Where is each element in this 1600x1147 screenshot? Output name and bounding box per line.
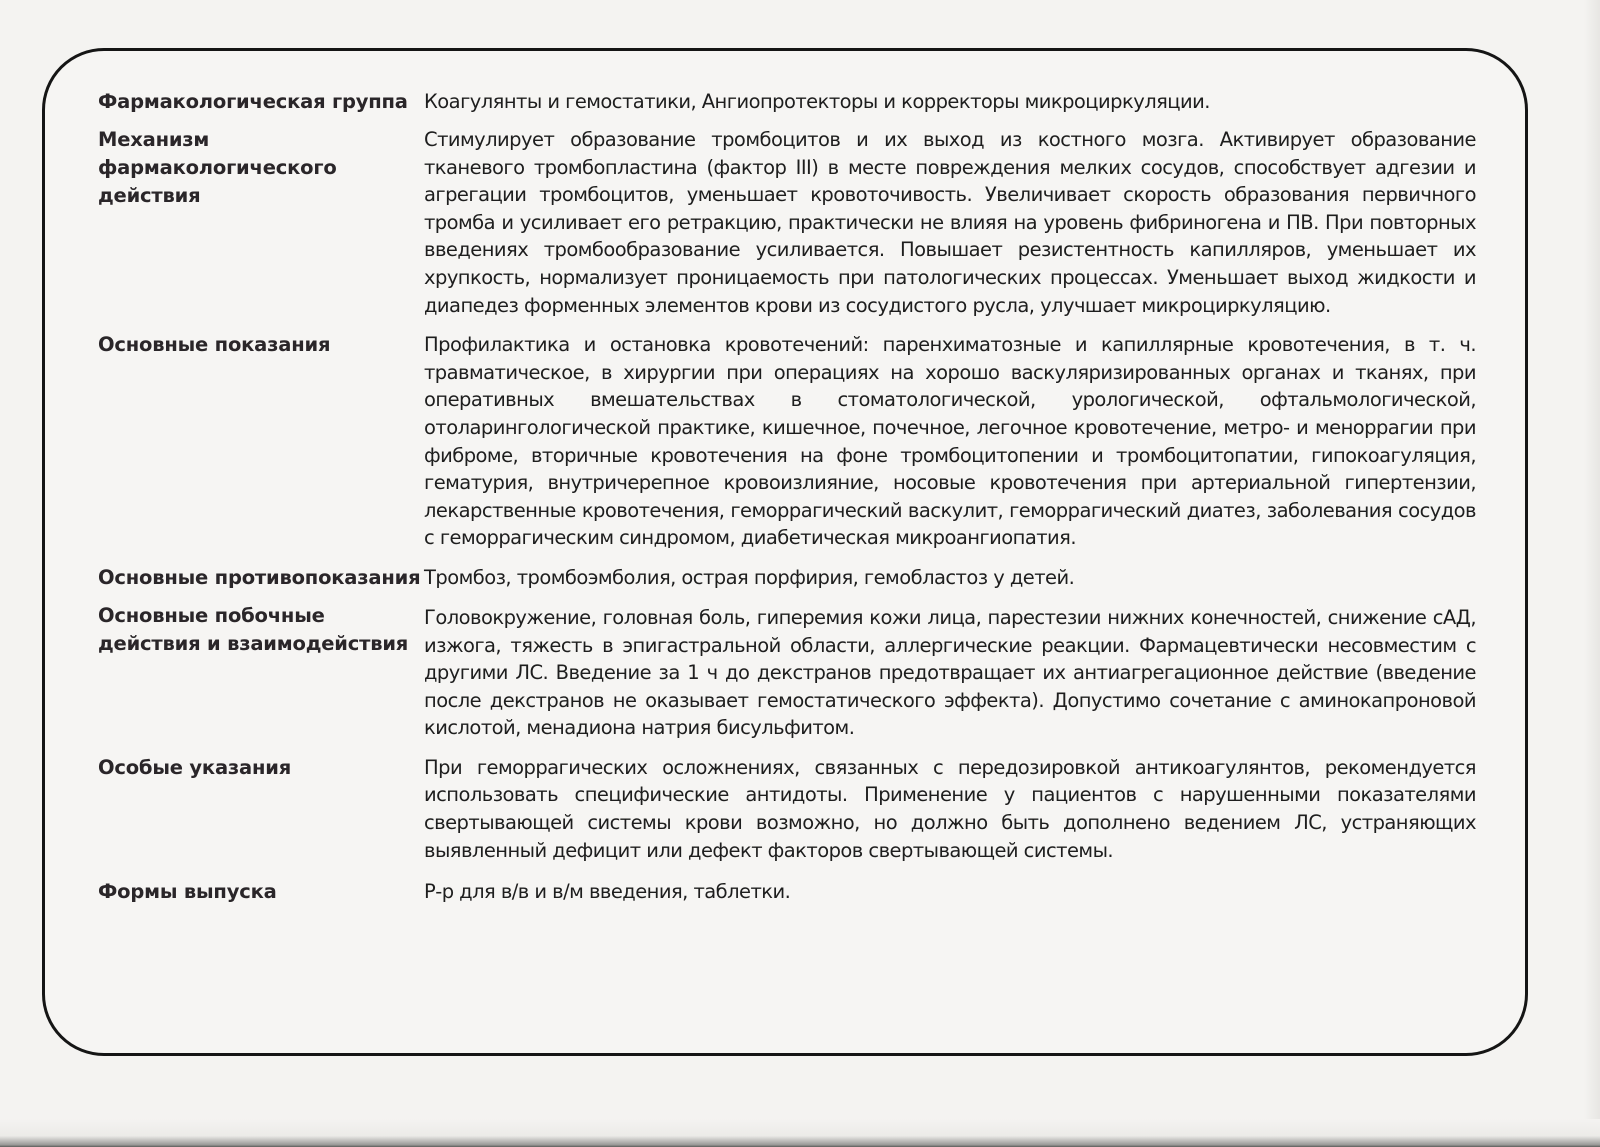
page-edge-shadow-right	[1584, 0, 1600, 1147]
row-mechanism-of-action	[98, 126, 1476, 319]
row-text: Р-р для в/в и в/м введения, таблетки.	[424, 880, 791, 904]
row-pharmacological-group	[98, 88, 1476, 116]
row-label: Основные побочные действия и взаимодействия	[98, 603, 409, 655]
row-text: При геморрагических осложнениях, связанных с передозировкой антикоагулянтов, рекомендуется использовать специфические антидоты. Применение у пациентов с нарушенными показателями свертывающей системы крови возможно, но должно быть дополнено ведением ЛС, устраняющих выявленный дефицит или дефект факторов свертывающей системы.	[424, 755, 1476, 862]
row-label: Основные показания	[98, 333, 331, 357]
row-contraindications	[98, 564, 1476, 592]
row-side-effects-interactions	[98, 602, 1476, 742]
row-label: Механизм фармакологического действия	[98, 128, 337, 207]
row-text: Профилактика и остановка кровотечений: паренхиматозные и капиллярные кровотечения, в т. ч. травматическое, в хирургии при операциях на хорошо васкуляризированных органах и тканях, при оперативных вмешательствах в стоматологической, урологической, офтальмологической, отоларингологической практике, кишечное, почечное, легочное кровотечение, метро- и меноррагии при фиброме, вторичные кровотечения на фоне тромбоцитопении и тромбоцитопатии, гипокоагуляция, гематурия, внутричерепное кровоизлияние, носовые кровотечения при артериальной гипертензии, лекарственные кровотечения, геморрагический васкулит, геморрагический диатез, заболевания сосудов с геморрагическим синдромом, диабетическая микроангиопатия.	[424, 333, 1476, 550]
row-label: Фармакологическая группа	[98, 90, 408, 113]
row-text: Коагулянты и гемостатики, Ангиопротекторы и корректоры микроциркуляции.	[424, 90, 1210, 113]
row-text: Тромбоз, тромбоэмболия, острая порфирия, гемобластоз у детей.	[424, 565, 1075, 589]
row-special-instructions	[98, 754, 1476, 864]
row-text: Головокружение, головная боль, гиперемия кожи лица, парестезии нижних конечностей, снижение сАД, изжога, тяжесть в эпигастральной области, аллергические реакции. Фармацевтически несовместим с другими ЛС. Введение за 1 ч до декстранов предотвращает их антиагрегационное действие (введение после декстранов не оказывает гемостатического эффекта). Допустимо сочетание с аминокапроновой кислотой, менадиона натрия бисульфитом.	[424, 605, 1476, 740]
row-label: Особые указания	[98, 755, 292, 779]
page-edge-shadow-bottom	[0, 1119, 1600, 1147]
row-text: Стимулирует образование тромбоцитов и их выход из костного мозга. Активирует образование тканевого тромбопластина (фактор III) в месте повреждения мелких сосудов, способствует адгезии и агрегации тромбоцитов, уменьшает кровоточивость. Увеличивает скорость образования первичного тромба и усиливает его ретракцию, практически не влияя на уровень фибриногена и ПВ. При повторных введениях тромбообразование усиливается. Повышает резистентность капилляров, уменьшает их хрупкость, нормализует проницаемость при патологических процессах. Уменьшает выход жидкости и диапедез форменных элементов крови из сосудистого русла, улучшает микроциркуляцию.	[424, 128, 1476, 317]
drug-info-table	[98, 88, 1476, 906]
row-label: Формы выпуска	[98, 880, 277, 904]
row-label: Основные противопоказания	[98, 565, 421, 589]
row-release-forms	[98, 878, 1476, 906]
row-indications	[98, 331, 1476, 552]
